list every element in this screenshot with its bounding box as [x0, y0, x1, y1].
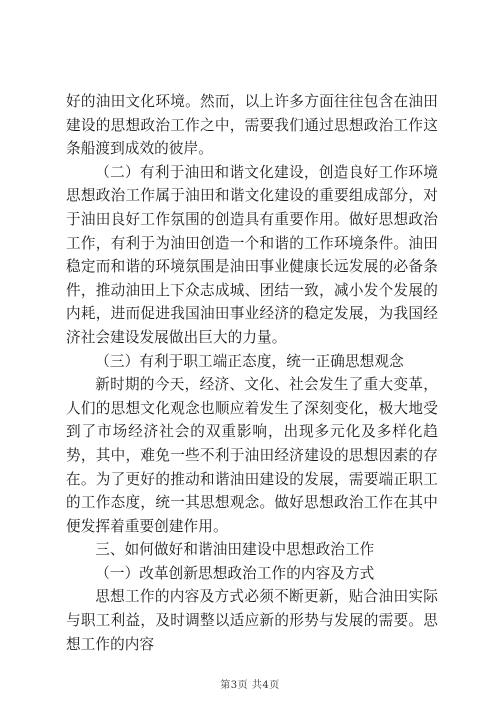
section-heading-3: （三）有利于职工端正态度，统一正确思想观念 [95, 352, 404, 370]
document-body [66, 90, 438, 656]
paragraph-1: 好的油田文化环境。然而，以上许多方面往往包含在油田建设的思想政治工作之中，需要我们通过思想政治工作这条船渡到成效的彼岸。 [66, 93, 438, 158]
page-footer: 第3页 共4页 [220, 680, 280, 691]
paragraph-4: 新时期的今天，经济、文化、社会发生了重大变革，人们的思想文化观念也顺应着发生了深刻变化，极大地受到了市场经济社会的双重影响，出现多元化及多样化趋势，其中，难免一些不利于油田经济建设的思想因素的存在。为了更好的推动和谐油田建设的发展，需要端正职工的工作态度，统一其思想观念。做好思想政治工作在其中便发挥着重要创建作用。 [66, 376, 438, 535]
subsection-heading-1: （一）改革创新思想政治工作的内容及方式 [95, 564, 375, 582]
paragraph-7: 思想工作的内容及方式必须不断更新，贴合油田实际与职工利益，及时调整以适应新的形势与发展的需要。思想工作的内容 [66, 588, 438, 653]
paragraph-2: （二）有利于油田和谐文化建设，创造良好工作环境思想政治工作属于油田和谐文化建设的重要组成部分，对于油田良好工作氛围的创造具有重要作用。做好思想政治工作，有利于为油田创造一个和谐的工作环境条件。油田稳定而和谐的环境氛围是油田事业健康长远发展的必备条件，推动油田上下众志成城、团结一致，减小发个发展的内耗，进而促进我国油田事业经济的稳定发展，为我国经济社会建设发展做出巨大的力量。 [66, 163, 438, 346]
section-heading-main: 三、如何做好和谐油田建设中思想政治工作 [95, 541, 375, 559]
